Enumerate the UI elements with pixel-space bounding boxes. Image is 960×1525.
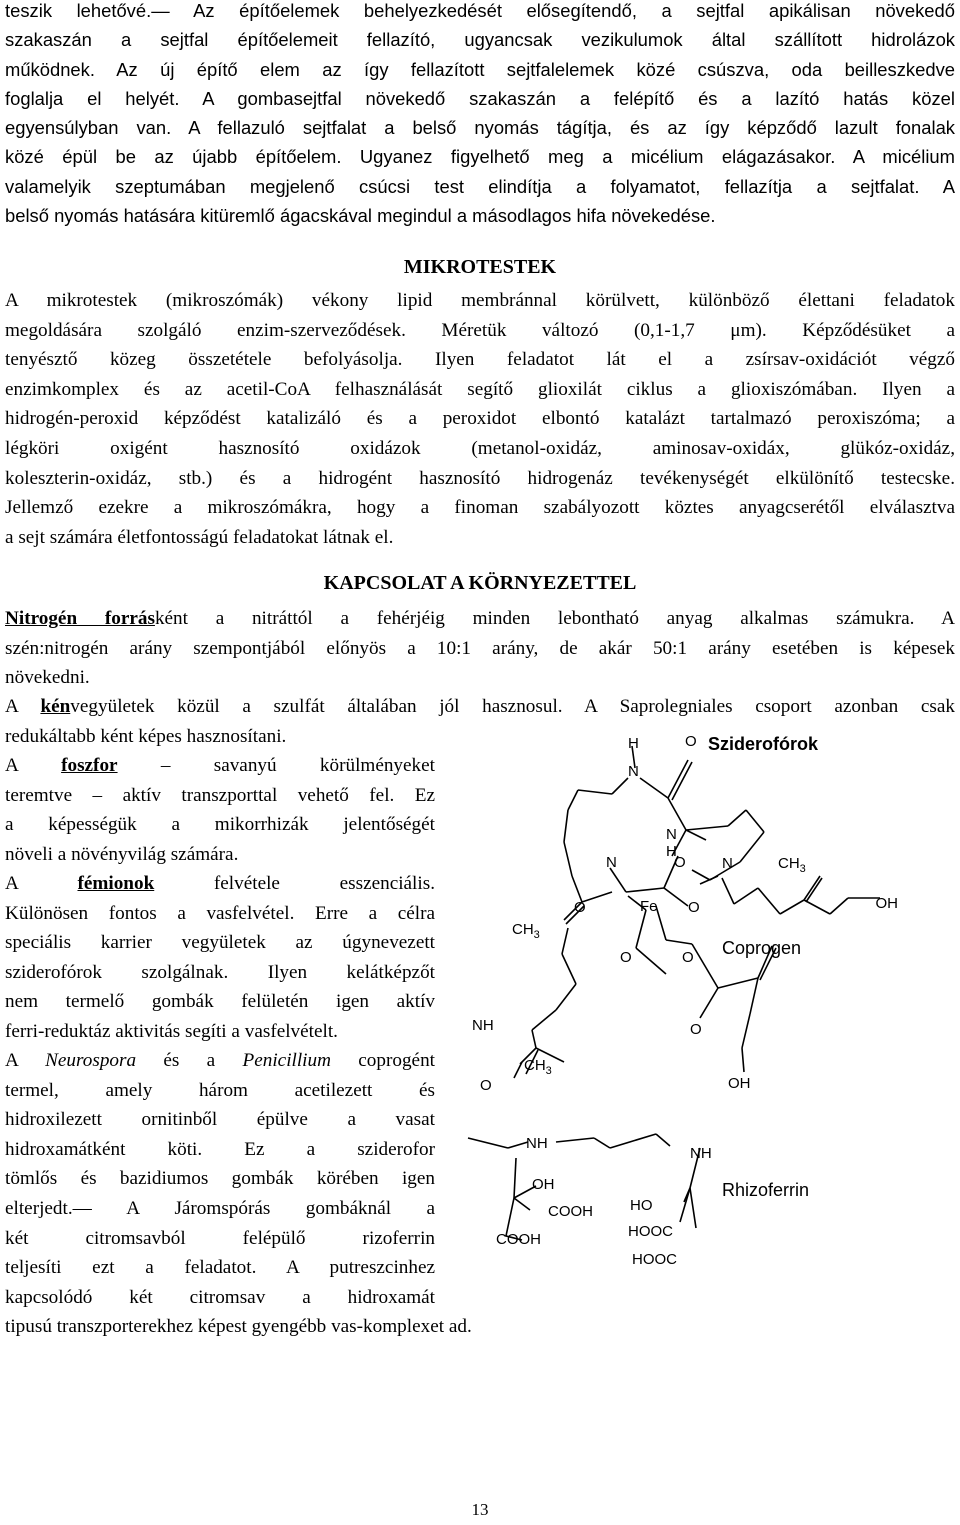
text-line: egyensúlyban van. A fellazuló sejtfalat a belső nyomás tágítja, és az így képződő lazult fonalak: [5, 117, 955, 139]
figure-title: Sziderofórok: [708, 734, 819, 754]
atom-label: OH: [875, 895, 898, 912]
text-line: A foszfor – savanyú körülményeket: [5, 755, 435, 776]
atom-label: H: [666, 843, 677, 860]
atom-label: NH: [526, 1135, 548, 1152]
atom-label: N: [722, 855, 733, 872]
text-line: tipusú transzporterekhez képest gyengébb vas-komplexet ad.: [5, 1316, 472, 1337]
text-line: Jellemző ezekre a mikroszómákra, hogy a finoman szabályozott köztes anyagcserétől elválasztva: [5, 497, 955, 519]
text-line: sziderofórok szolgálnak. Ilyen kelátképzőt: [5, 961, 435, 983]
atom-label: $CH_3$: [524, 1057, 552, 1077]
text-line: növekedni.: [5, 667, 90, 689]
rhizoferrin-atom-labels: [496, 1135, 712, 1268]
atom-label: HOOC: [632, 1251, 677, 1268]
femion-paragraph: [5, 869, 435, 1047]
text-line: foglalja el helyét. A gombasejtfal növekedő szakaszán a felépítő és a lazító hatás közel: [5, 87, 955, 109]
text-line: teremtve – aktív transzporttal vehető fel. Ez: [5, 784, 435, 806]
text-line: teljesíti ezt a feladatot. A putreszcinhez: [5, 1257, 435, 1279]
atom-label: OH: [532, 1176, 555, 1193]
atom-label: NH: [472, 1017, 494, 1034]
text-line: enzimkomplex és az acetil-CoA felhasználását segítő glioxilát ciklus a glioxiszómában. Ilyen a: [5, 378, 955, 400]
atom-label: COOH: [496, 1231, 541, 1248]
text-line: speciális karrier vegyületek az úgynevezett: [5, 932, 435, 954]
foszfor-paragraph: [5, 751, 435, 869]
neurospora-last-line: [5, 1312, 955, 1342]
text-line: belső nyomás hatására kitüremlő ágacskával megindul a másodlagos hifa növekedése.: [5, 205, 716, 227]
section-heading-kapcsolat: KAPCSOLAT A KÖRNYEZETTEL: [323, 572, 637, 594]
genus-neurospora: Neurospora: [45, 1050, 137, 1071]
genus-penicillium: Penicillium: [242, 1050, 331, 1071]
coprogen-bonds: [468, 746, 880, 1240]
page-number: 13: [471, 1500, 489, 1519]
text-line: A fémionok felvétele esszenciális.: [5, 873, 435, 894]
atom-label: OH: [728, 1075, 751, 1092]
intro-paragraph: [5, 0, 955, 230]
mikrotestek-paragraph: [5, 286, 955, 552]
text-line: a képességük a mikorrhizák jelentőségét: [5, 814, 435, 836]
term-nitrogen: Nitrogén forrás: [5, 608, 155, 629]
term-ken: kén: [40, 696, 71, 717]
atom-label: NH: [690, 1145, 712, 1162]
text-line: Nitrogén forrásként a nitráttól a fehérjéig minden lebontható anyag alkalmas számukra. A: [5, 608, 955, 629]
atom-label: HOOC: [628, 1223, 673, 1240]
text-line: működnek. Az új építő elem az így fellazított sejtfalelemek közé csúszva, oda beilleszkedve: [5, 58, 955, 80]
text-line: közé épül be az újabb építőelem. Ugyanez figyelhető meg a micélium elágazásakor. A micélium: [5, 146, 955, 168]
siderophore-structures-figure: [460, 728, 900, 1298]
text-line: tömlős és bazidiumos gombák körében igen: [5, 1168, 435, 1190]
atom-label: COOH: [548, 1203, 593, 1220]
text-line: hidroxamátként köti. Ez a sziderofor: [5, 1138, 435, 1160]
atom-label: O: [682, 949, 694, 966]
text-line: A kénvegyületek közül a szulfát általában jól hasznosul. A Saprolegniales csoport azonban csak: [5, 696, 955, 717]
text-line: hidrogén-peroxid képződést katalizáló és a peroxidot elbontó katalázt tartalmazó peroxiszóma; a: [5, 408, 955, 430]
text-line: megoldására szolgáló enzim-szerveződések. Méretük változó (0,1-1,7 μm). Képződésüket a: [5, 319, 955, 341]
atom-label: N: [628, 763, 639, 780]
atom-label: N: [666, 826, 677, 843]
text-line: szén:nitrogén arány szempontjából előnyös a 10:1 arány, de akár 50:1 arány esetében is képesek: [5, 637, 955, 659]
neurospora-paragraph: [5, 1046, 435, 1312]
text-line: elterjedt.— A Járomspórás gombáknál a: [5, 1197, 435, 1219]
text-line: valamelyik szeptumában megjelenő csúcsi test elindítja a folyamatot, fellazítja a sejtfalat. A: [5, 175, 955, 197]
text-line: nem termelő gombák felületén igen aktív: [5, 991, 435, 1013]
atom-label: $CH_3$: [512, 921, 540, 941]
atom-label: Fe: [640, 898, 658, 915]
nitrogen-paragraph: [5, 604, 955, 693]
coprogen-atom-labels: [472, 733, 898, 1094]
text-line: növeli a növényvilág számára.: [5, 843, 239, 865]
text-line: kapcsolódó két citromsav a hidroxamát: [5, 1286, 435, 1308]
atom-label: O: [620, 949, 632, 966]
text-line: a sejt számára életfontosságú feladatokat látnak el.: [5, 526, 394, 548]
text-line: termel, amely három acetilezett és: [5, 1079, 435, 1101]
atom-label: HO: [630, 1197, 653, 1214]
text-line: redukáltabb ként képes hasznosítani.: [5, 725, 287, 747]
text-line: szakaszán a sejtfal építőelemeit fellazító, ugyancsak vezikulumok által szállított hidrolázok: [5, 29, 955, 51]
text-line: teszik lehetővé.— Az építőelemek behelyezkedését elősegítendő, a sejtfal apikálisan növekedő: [5, 0, 955, 21]
term-foszfor: foszfor: [61, 755, 118, 776]
text-line: tenyésztő közeg összetétele befolyásolja. Ilyen feladatot lát el a zsírsav-oxidációt végző: [5, 349, 955, 371]
term-femionok: fémionok: [77, 873, 155, 894]
atom-label: $CH_3$: [778, 855, 806, 875]
section-heading-mikrotestek: MIKROTESTEK: [403, 256, 557, 278]
atom-label: H: [628, 735, 639, 752]
text-line: két citromsavból felépülő rizoferrin: [5, 1227, 435, 1249]
atom-label: O: [688, 899, 700, 916]
atom-label: O: [685, 733, 697, 750]
atom-label: O: [574, 899, 586, 916]
atom-label: O: [480, 1077, 492, 1094]
rhizoferrin-label: Rhizoferrin: [722, 1180, 810, 1200]
atom-label: O: [690, 1021, 702, 1038]
text-line: légköri oxigént hasznosító oxidázok (metanol-oxidáz, aminosav-oxidáx, glükóz-oxidáz,: [5, 437, 955, 459]
text-line: koleszterin-oxidáz, stb.) és a hidrogént hasznosító hidrogenáz tevékenységét elkülönítő testecske.: [5, 467, 955, 489]
text-line: Különösen fontos a vasfelvétel. Erre a célra: [5, 902, 435, 924]
text-line: hidroxilezett ornitinből épülve a vasat: [5, 1109, 435, 1131]
text-line: A mikrotestek (mikroszómák) vékony lipid membránnal körülvett, különböző élettani feladatok: [5, 290, 955, 311]
atom-label: O: [674, 854, 686, 871]
text-line: A Neurospora és a Penicillium coprogént: [5, 1050, 435, 1071]
atom-label: N: [606, 854, 617, 871]
coprogen-label: Coprogen: [722, 938, 802, 958]
text-line: ferri-reduktáz aktivitás segíti a vasfelvételt.: [5, 1020, 338, 1042]
